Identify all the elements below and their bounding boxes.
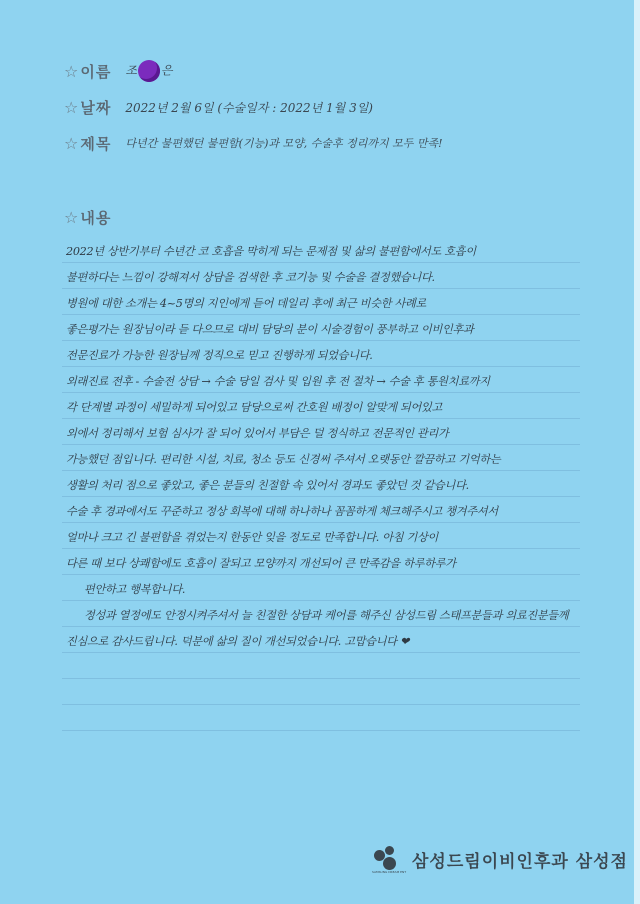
body-line: 외에서 정리해서 보험 심사가 잘 되어 있어서 부담은 덜 정식하고 전문적인 관리가 [62,418,580,445]
empty-line [62,678,580,705]
body-line: 전문진료가 가능한 원장님께 정직으로 믿고 진행하게 되었습니다. [62,340,580,367]
body-line: 2022년 상반기부터 수년간 코 호흡을 막히게 되는 문제점 및 삶의 불편함에서도 호흡이 [62,236,580,263]
body-line: 얼마나 크고 긴 불편함을 겪었는지 한동안 잊을 정도로 만족합니다. 아침 기상이 [62,522,580,549]
date-value: 2022년 2월 6일 (수술일자 : 2022년 1월 3일) [125,100,373,115]
body-line: 각 단계별 과정이 세밀하게 되어있고 담당으로써 간호원 배정이 알맞게 되어있고 [62,392,580,419]
star-outline-icon: ☆ [64,207,79,227]
name-label: 이름 [80,62,112,81]
purple-heart-icon [138,60,160,82]
empty-line [62,652,580,679]
body-line: 좋은평가는 원장님이라 듣 다으므로 대비 담당의 분이 시술경험이 풍부하고 이비인후과 [62,314,580,341]
star-outline-icon: ☆ [64,133,79,153]
star-outline-icon: ☆ [64,61,79,81]
content-field [64,204,125,230]
star-outline-icon: ☆ [64,97,79,117]
name-first-char: 조 [125,63,137,78]
body-line: 다른 때 보다 상쾌함에도 호흡이 잘되고 모양까지 개선되어 큰 만족감을 하루하루가 [62,548,580,575]
title-label: 제목 [80,134,112,153]
name-last-char: 은 [160,63,173,78]
body-line: 외래진료 전후 - 수술전 상담 → 수술 당일 검사 및 입원 후 전 절차 → 수술 후 통원치료까지 [62,366,580,393]
date-label: 날짜 [80,98,112,117]
body-line: 불편하다는 느낌이 강해져서 상담을 검색한 후 코기능 및 수술을 결정했습니다. [62,262,580,289]
body-line: 수술 후 경과에서도 꾸준하고 정상 회복에 대해 하나하나 꼼꼼하게 체크해주시고 챙겨주셔서 [62,496,580,523]
empty-line [62,704,580,731]
title-value: 다년간 불편했던 불편함(기능)과 모양, 수술후 정리까지 모두 만족! [125,137,443,150]
body-line: 병원에 대한 소개는 4~5명의 지인에게 듣어 데일리 후에 최근 비슷한 사례로 [62,288,580,315]
name-value [125,60,172,82]
body-line: 생활의 처리 점으로 좋았고, 좋은 분들의 친절함 속 있어서 경과도 좋았던 것 같습니다. [62,470,580,497]
content-label: 내용 [80,208,112,227]
clinic-footer [372,846,628,872]
clinic-name: 삼성드림이비인후과 삼성점 [412,851,628,872]
body-line: 진심으로 감사드립니다. 덕분에 삶의 질이 개선되었습니다. 고맙습니다 ❤ [62,626,580,653]
date-field [64,94,373,120]
samsung-dream-ent-logo-icon [372,846,406,872]
body-line: 편안하고 행복합니다. [62,574,580,601]
body-line: 가능했던 점입니다. 편리한 시설, 치료, 청소 등도 신경써 주셔서 오랫동안 깔끔하고 기억하는 [62,444,580,471]
name-field [64,58,173,84]
body-line: 정성과 열정에도 안정시켜주셔서 늘 친절한 상담과 케어를 해주신 삼성드림 스태프분들과 의료진분들께 [62,600,580,627]
logo-subtext: SAMSUNG DREAM ENT [372,870,407,874]
title-field [64,130,443,156]
